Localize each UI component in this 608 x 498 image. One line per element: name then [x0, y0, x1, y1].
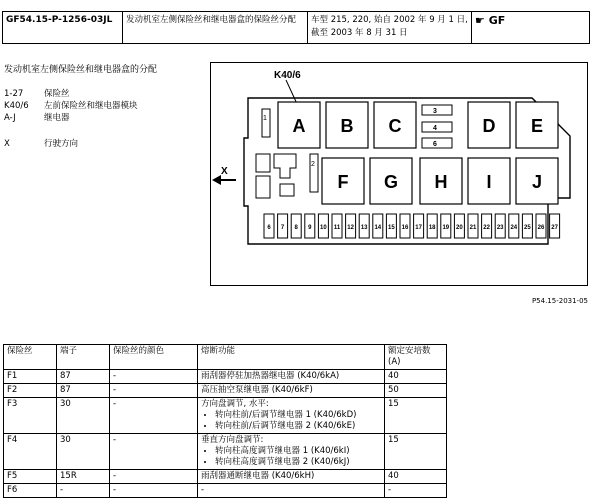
relay-label: E — [530, 116, 544, 136]
fuse-number: 7 — [280, 225, 285, 231]
legend-value: 左前保险丝和继电器模块 — [44, 101, 138, 111]
cell-amps: 15 — [385, 434, 447, 470]
function-text: 高压抽空泵继电器 (K40/6kF) — [201, 385, 313, 395]
fuse-number: 16 — [401, 225, 409, 231]
cell-fuse: F2 — [4, 384, 57, 398]
cell-fuse: F6 — [4, 484, 57, 498]
legend-key: X — [4, 139, 10, 149]
legend — [4, 88, 138, 150]
fuse-number: 22 — [483, 225, 490, 231]
function-bullet: • 转向柱前/后调节继电器 1 (K40/6kD) — [215, 410, 381, 421]
model-line-2: 截至 2003 年 8 月 31 日 — [311, 28, 408, 38]
function-text: 方向盘调节, 水平: — [201, 399, 269, 409]
legend-item — [4, 100, 138, 112]
fuse-number: 20 — [456, 225, 463, 231]
model-info — [308, 12, 472, 43]
fuse-number: 24 — [510, 225, 518, 231]
cell-fuse: F4 — [4, 434, 57, 470]
cell-amps: 40 — [385, 470, 447, 484]
fuse-number: 12 — [347, 225, 354, 231]
doc-id: GF54.15-P-1256-03JL — [3, 12, 123, 43]
relay-label: C — [388, 116, 402, 136]
fuse-table — [3, 344, 447, 498]
fuse-number: 6 — [267, 225, 271, 231]
side-fuse-1: 1 — [263, 115, 267, 122]
model-line-1: 车型 215, 220, 始自 2002 年 9 月 1 日, — [311, 15, 468, 25]
fuse-number: 27 — [551, 225, 558, 231]
table-row — [4, 370, 447, 384]
legend-value: 行驶方向 — [44, 139, 79, 149]
cell-fuse: F1 — [4, 370, 57, 384]
function-bullet: • 转向柱高度调节继电器 2 (K40/6kJ) — [215, 457, 381, 468]
small-fuse-4: 4 — [433, 125, 437, 132]
fuse-number: 23 — [496, 225, 504, 231]
fuse-number: 10 — [320, 225, 327, 231]
function-bullet: • 转向柱高度调节继电器 1 (K40/6kI) — [215, 446, 381, 457]
relay-label: B — [340, 116, 354, 136]
table-header-row — [4, 345, 447, 370]
table-row — [4, 484, 447, 498]
cell-fuse: F3 — [4, 398, 57, 434]
cell-fuse: F5 — [4, 470, 57, 484]
table-row — [4, 398, 447, 434]
gf-logo — [472, 12, 589, 43]
cell-terminal: - — [57, 484, 110, 498]
cell-function — [198, 398, 385, 434]
col-header-terminal: 端子 — [57, 345, 110, 370]
doc-title: 发动机室左侧保险丝和继电器盒的保险丝分配 — [123, 12, 308, 43]
cell-function — [198, 384, 385, 398]
relay-label: A — [292, 116, 306, 136]
cell-terminal: 87 — [57, 370, 110, 384]
function-text: - — [201, 485, 205, 495]
k40-6-label: K40/6 — [274, 70, 301, 81]
function-bullet: • 转向柱前/后调节继电器 2 (K40/6kE) — [215, 421, 381, 432]
col-header-amps: 额定安培数 (A) — [385, 345, 447, 370]
cell-amps: 40 — [385, 370, 447, 384]
col-header-color: 保险丝的颜色 — [110, 345, 198, 370]
cell-terminal: 15R — [57, 470, 110, 484]
relay-label: J — [531, 172, 543, 192]
cell-amps: - — [385, 484, 447, 498]
legend-value: 继电器 — [44, 113, 70, 123]
fuse-number: 17 — [415, 225, 422, 231]
table-row — [4, 434, 447, 470]
section-subtitle: 发动机室左侧保险丝和继电器盒的分配 — [4, 65, 158, 75]
legend-key: 1-27 — [4, 89, 24, 99]
col-header-fuse: 保险丝 — [4, 345, 57, 370]
small-fuse-3: 3 — [433, 108, 437, 115]
legend-item — [4, 88, 138, 100]
function-bullets — [201, 410, 381, 432]
cell-color: - — [110, 470, 198, 484]
cell-function — [198, 484, 385, 498]
function-text: 雨刮器通断继电器 (K40/6kH) — [201, 471, 315, 481]
legend-item — [4, 112, 138, 124]
cell-color: - — [110, 434, 198, 470]
fuse-number: 25 — [524, 225, 531, 231]
legend-key: A-J — [4, 113, 16, 123]
figure-caption: P54.15-2031-05 — [531, 297, 588, 305]
cell-color: - — [110, 398, 198, 434]
fuse-box-diagram — [210, 62, 588, 286]
fuse-number: 21 — [469, 225, 477, 231]
col-header-function: 熔断功能 — [198, 345, 385, 370]
relay-label: H — [434, 172, 448, 192]
relay-label: G — [383, 172, 399, 192]
fuse-number: 18 — [428, 225, 436, 231]
legend-value: 保险丝 — [44, 89, 70, 99]
legend-item — [4, 138, 138, 150]
cell-amps: 50 — [385, 384, 447, 398]
fuse-number: 8 — [294, 225, 298, 231]
relay-label: F — [337, 172, 349, 192]
table-row — [4, 384, 447, 398]
cell-function — [198, 370, 385, 384]
relay-label: I — [486, 172, 492, 192]
document-header — [2, 11, 590, 44]
legend-key: K40/6 — [4, 101, 29, 111]
cell-terminal: 30 — [57, 434, 110, 470]
cell-function — [198, 470, 385, 484]
relay-label: D — [482, 116, 496, 136]
cell-color: - — [110, 384, 198, 398]
fuse-number: 11 — [333, 225, 341, 231]
small-fuse-6: 6 — [433, 141, 437, 148]
side-fuse-2: 2 — [311, 161, 315, 168]
cell-terminal: 30 — [57, 398, 110, 434]
table-row — [4, 470, 447, 484]
fuse-number: 26 — [537, 225, 545, 231]
function-bullets — [201, 446, 381, 468]
fuse-number: 9 — [308, 225, 312, 231]
fuse-number: 13 — [360, 225, 368, 231]
direction-label: X — [221, 166, 228, 177]
fuse-number: 15 — [388, 225, 395, 231]
cell-terminal: 87 — [57, 384, 110, 398]
logo-text: GF — [488, 14, 506, 27]
cell-function — [198, 434, 385, 470]
pointing-hand-icon: ☛ — [475, 14, 485, 27]
fuse-number: 14 — [374, 225, 382, 231]
function-text: 雨刮器停驻加热器继电器 (K40/6kA) — [201, 371, 340, 381]
cell-amps: 15 — [385, 398, 447, 434]
function-text: 垂直方向盘调节: — [201, 435, 264, 445]
cell-color: - — [110, 484, 198, 498]
cell-color: - — [110, 370, 198, 384]
fuse-number: 19 — [442, 225, 450, 231]
